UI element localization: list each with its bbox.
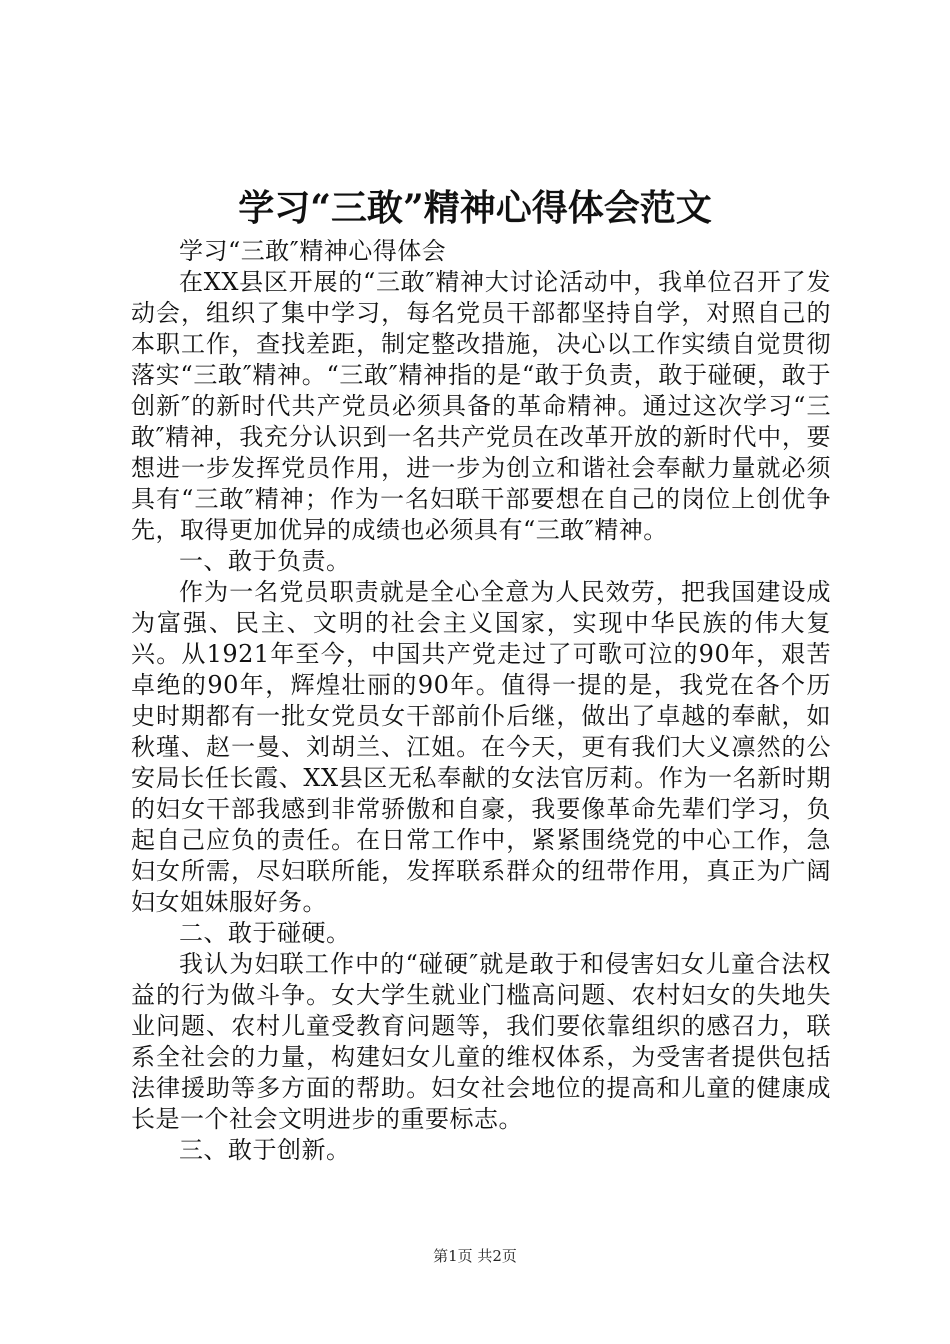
paragraph-toughness: 我认为妇联工作中的“碰硬″就是敢于和侵害妇女儿童合法权益的行为做斗争。女大学生就业门槛高问题、农村妇女的失地失业问题、农村儿童受教育问题等，我们要依靠组织的感召力，联系全社会的力量，构建妇女儿童的维权体系，为受害者提供包括法律援助等多方面的帮助。妇女社会地位的提高和儿童的健康成长是一个社会文明进步的重要标志。 <box>131 950 831 1133</box>
page-footer: 第1页 共2页 <box>433 1247 517 1265</box>
paragraph-intro: 在XX县区开展的“三敢″精神大讨论活动中，我单位召开了发动会，组织了集中学习，每名党员干部都坚持自学，对照自己的本职工作，查找差距，制定整改措施，决心以工作实绩自觉贯彻落实“三敢″精神。“三敢″精神指的是“敢于负责，敢于碰硬，敢于创新″的新时代共产党员必须具备的革命精神。通过这次学习“三敢″精神，我充分认识到一名共产党员在改革开放的新时代中，要想进一步发挥党员作用，进一步为创立和谐社会奉献力量就必须具有“三敢″精神；作为一名妇联干部要想在自己的岗位上创优争先，取得更加优异的成绩也必须具有“三敢″精神。 <box>131 268 831 544</box>
section-heading-toughness: 二、敢于碰硬。 <box>179 919 351 947</box>
section-heading-responsibility: 一、敢于负责。 <box>179 547 351 575</box>
paragraph-responsibility: 作为一名党员职责就是全心全意为人民效劳，把我国建设成为富强、民主、文明的社会主义国家，实现中华民族的伟大复兴。从1921年至今，中国共产党走过了可歌可泣的90年，艰苦卓绝的90年，辉煌壮丽的90年。值得一提的是，我党在各个历史时期都有一批女党员女干部前仆后继，做出了卓越的奉献，如秋瑾、赵一曼、刘胡兰、江姐。在今天，更有我们大义凛然的公安局长任长霞、XX县区无私奉献的女法官厉莉。作为一名新时期的妇女干部我感到非常骄傲和自豪，我要像革命先辈们学习，负起自己应负的责任。在日常工作中，紧紧围绕党的中心工作，急妇女所需，尽妇联所能，发挥联系群众的纽带作用，真正为广阔妇女姐妹服好务。 <box>131 578 831 916</box>
section-heading-innovation: 三、敢于创新。 <box>179 1136 351 1164</box>
document-body <box>131 236 831 1166</box>
document-title: 学习“三敢”精神心得体会范文 <box>238 187 712 229</box>
paragraph-subtitle: 学习“三敢″精神心得体会 <box>179 237 447 265</box>
